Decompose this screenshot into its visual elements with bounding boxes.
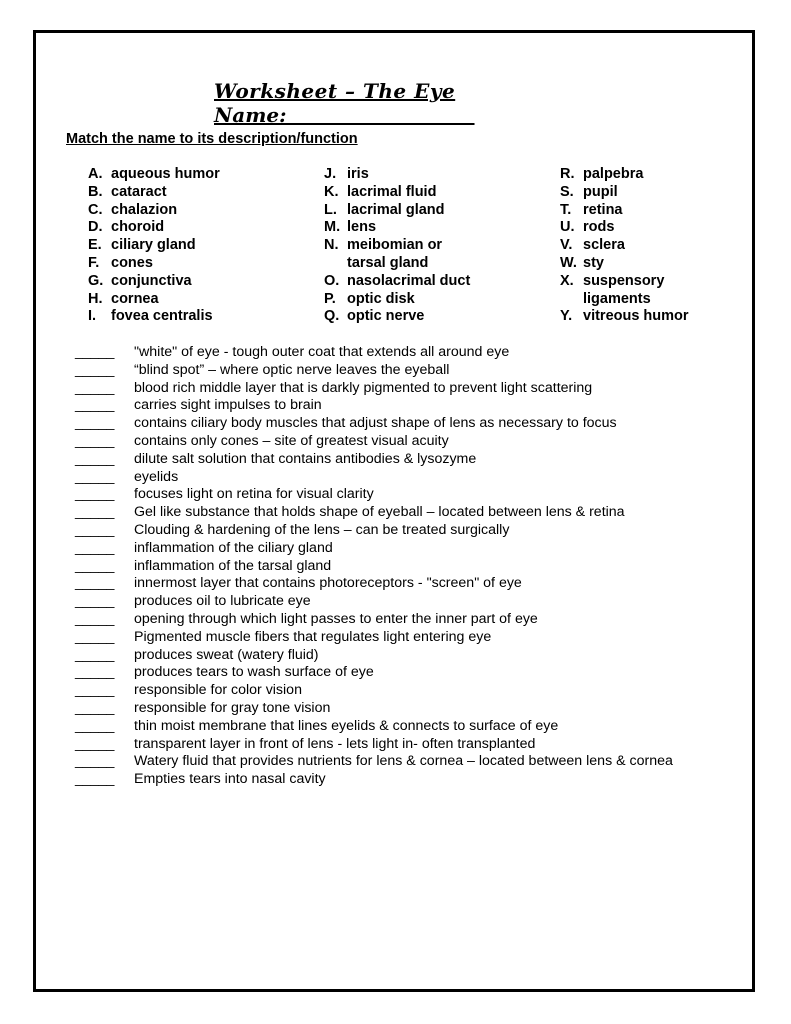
term-word: cataract xyxy=(111,183,167,200)
term-word: fovea centralis xyxy=(111,308,213,325)
term-letter: A. xyxy=(88,166,103,182)
answer-blank[interactable]: _____ xyxy=(75,682,115,699)
term-letter: J. xyxy=(324,166,337,182)
answer-blank[interactable]: _____ xyxy=(75,699,115,716)
answer-blank[interactable]: _____ xyxy=(75,646,115,663)
answer-blank[interactable]: _____ xyxy=(75,539,115,556)
name-field[interactable]: Name: xyxy=(214,103,475,127)
answer-blank[interactable]: _____ xyxy=(75,468,115,485)
term-word: vitreous humor xyxy=(583,308,689,325)
term-word: conjunctiva xyxy=(111,272,192,289)
question-description: produces sweat (watery fluid) xyxy=(134,646,319,663)
answer-blank[interactable]: _____ xyxy=(75,735,115,752)
term-letter: X. xyxy=(560,272,574,289)
term-letter: P. xyxy=(324,290,336,307)
answer-blank[interactable]: _____ xyxy=(75,379,115,396)
term-word: ciliary gland xyxy=(111,237,196,254)
answer-blank[interactable]: _____ xyxy=(75,521,115,538)
question-description: contains only cones – site of greatest visual acuity xyxy=(134,432,449,449)
question-description: innermost layer that contains photoreceptors - "screen" of eye xyxy=(134,575,522,592)
term-word: lacrimal gland xyxy=(347,201,445,218)
term-word: cones xyxy=(111,254,153,271)
answer-blank[interactable]: _____ xyxy=(75,575,115,592)
term-word: choroid xyxy=(111,219,165,236)
question-description: inflammation of the ciliary gland xyxy=(134,539,333,556)
term-word: lacrimal fluid xyxy=(347,183,437,200)
question-description: Clouding & hardening of the lens – can be treated surgically xyxy=(134,521,510,538)
question-description: transparent layer in front of lens - lets light in- often transplanted xyxy=(134,735,536,752)
term-word: cornea xyxy=(111,290,159,307)
answer-blank[interactable]: _____ xyxy=(75,593,115,610)
question-description: “blind spot” – where optic nerve leaves the eyeball xyxy=(134,361,450,378)
term-letter: C. xyxy=(88,201,103,218)
term-word: pupil xyxy=(583,183,618,200)
term-word: meibomian or xyxy=(347,237,443,254)
answer-blank[interactable]: _____ xyxy=(75,557,115,574)
question-description: blood rich middle layer that is darkly pigmented to prevent light scattering xyxy=(134,379,593,396)
question-description: Pigmented muscle fibers that regulates light entering eye xyxy=(134,628,492,645)
question-description: Watery fluid that provides nutrients for lens & cornea – located between lens & cornea xyxy=(134,753,673,770)
term-letter: O. xyxy=(324,272,340,289)
term-letter: W. xyxy=(560,254,577,271)
answer-blank[interactable]: _____ xyxy=(75,344,115,360)
term-word: nasolacrimal duct xyxy=(347,272,471,289)
question-description: Empties tears into nasal cavity xyxy=(134,771,326,788)
term-word: optic nerve xyxy=(347,308,425,325)
question-description: dilute salt solution that contains antibodies & lysozyme xyxy=(134,450,477,467)
question-description: inflammation of the tarsal gland xyxy=(134,557,332,574)
question-description: produces tears to wash surface of eye xyxy=(134,664,374,681)
question-description: opening through which light passes to enter the inner part of eye xyxy=(134,610,538,627)
term-word: palpebra xyxy=(583,166,644,182)
question-description: responsible for color vision xyxy=(134,682,302,699)
term-word: sclera xyxy=(583,237,625,254)
term-word: optic disk xyxy=(347,290,415,307)
question-description: contains ciliary body muscles that adjust shape of lens as necessary to focus xyxy=(134,415,617,432)
answer-blank[interactable]: _____ xyxy=(75,486,115,503)
answer-blank[interactable]: _____ xyxy=(75,664,115,681)
term-letter: U. xyxy=(560,219,575,236)
answer-blank[interactable]: _____ xyxy=(75,610,115,627)
term-letter: H. xyxy=(88,290,103,307)
term-word: chalazion xyxy=(111,201,178,218)
term-word: ligaments xyxy=(583,290,651,307)
term-word: lens xyxy=(347,219,377,236)
term-letter: F. xyxy=(88,254,100,271)
term-letter: L. xyxy=(324,201,337,218)
term-letter: Y. xyxy=(560,308,573,325)
worksheet-title: Worksheet – The Eye xyxy=(214,79,456,103)
answer-blank[interactable]: _____ xyxy=(75,628,115,645)
instructions: Match the name to its description/function xyxy=(66,131,358,147)
term-word: tarsal gland xyxy=(347,254,429,271)
term-letter: V. xyxy=(560,237,573,254)
question-description: "white" of eye - tough outer coat that extends all around eye xyxy=(134,344,510,360)
question-description: produces oil to lubricate eye xyxy=(134,593,311,610)
answer-blank[interactable]: _____ xyxy=(75,397,115,414)
term-letter: G. xyxy=(88,272,104,289)
question-description: responsible for gray tone vision xyxy=(134,699,331,716)
term-letter: B. xyxy=(88,183,103,200)
term-word: suspensory xyxy=(583,272,665,289)
answer-blank[interactable]: _____ xyxy=(75,432,115,449)
question-description: carries sight impulses to brain xyxy=(134,397,322,414)
answer-blank[interactable]: _____ xyxy=(75,771,115,788)
term-word: sty xyxy=(583,254,604,271)
answer-blank[interactable]: _____ xyxy=(75,450,115,467)
answer-blank[interactable]: _____ xyxy=(75,753,115,770)
term-letter: K. xyxy=(324,183,339,200)
term-word: rods xyxy=(583,219,615,236)
answer-blank[interactable]: _____ xyxy=(75,717,115,734)
term-letter: M. xyxy=(324,219,341,236)
term-letter: I. xyxy=(88,308,97,325)
term-word: retina xyxy=(583,201,623,218)
term-letter: D. xyxy=(88,219,103,236)
answer-blank[interactable]: _____ xyxy=(75,415,115,432)
term-letter: E. xyxy=(88,237,102,254)
question-description: focuses light on retina for visual clarity xyxy=(134,486,374,503)
answer-blank[interactable]: _____ xyxy=(75,361,115,378)
question-description: eyelids xyxy=(134,468,179,485)
answer-blank[interactable]: _____ xyxy=(75,504,115,521)
question-description: Gel like substance that holds shape of eyeball – located between lens & retina xyxy=(134,504,625,521)
term-word: iris xyxy=(347,166,369,182)
term-letter: N. xyxy=(324,237,339,254)
term-word: aqueous humor xyxy=(111,166,220,182)
term-letter: Q. xyxy=(324,308,340,325)
term-letter: T. xyxy=(560,201,572,218)
term-letter: S. xyxy=(560,183,574,200)
term-letter: R. xyxy=(560,166,575,182)
question-description: thin moist membrane that lines eyelids & connects to surface of eye xyxy=(134,717,559,734)
